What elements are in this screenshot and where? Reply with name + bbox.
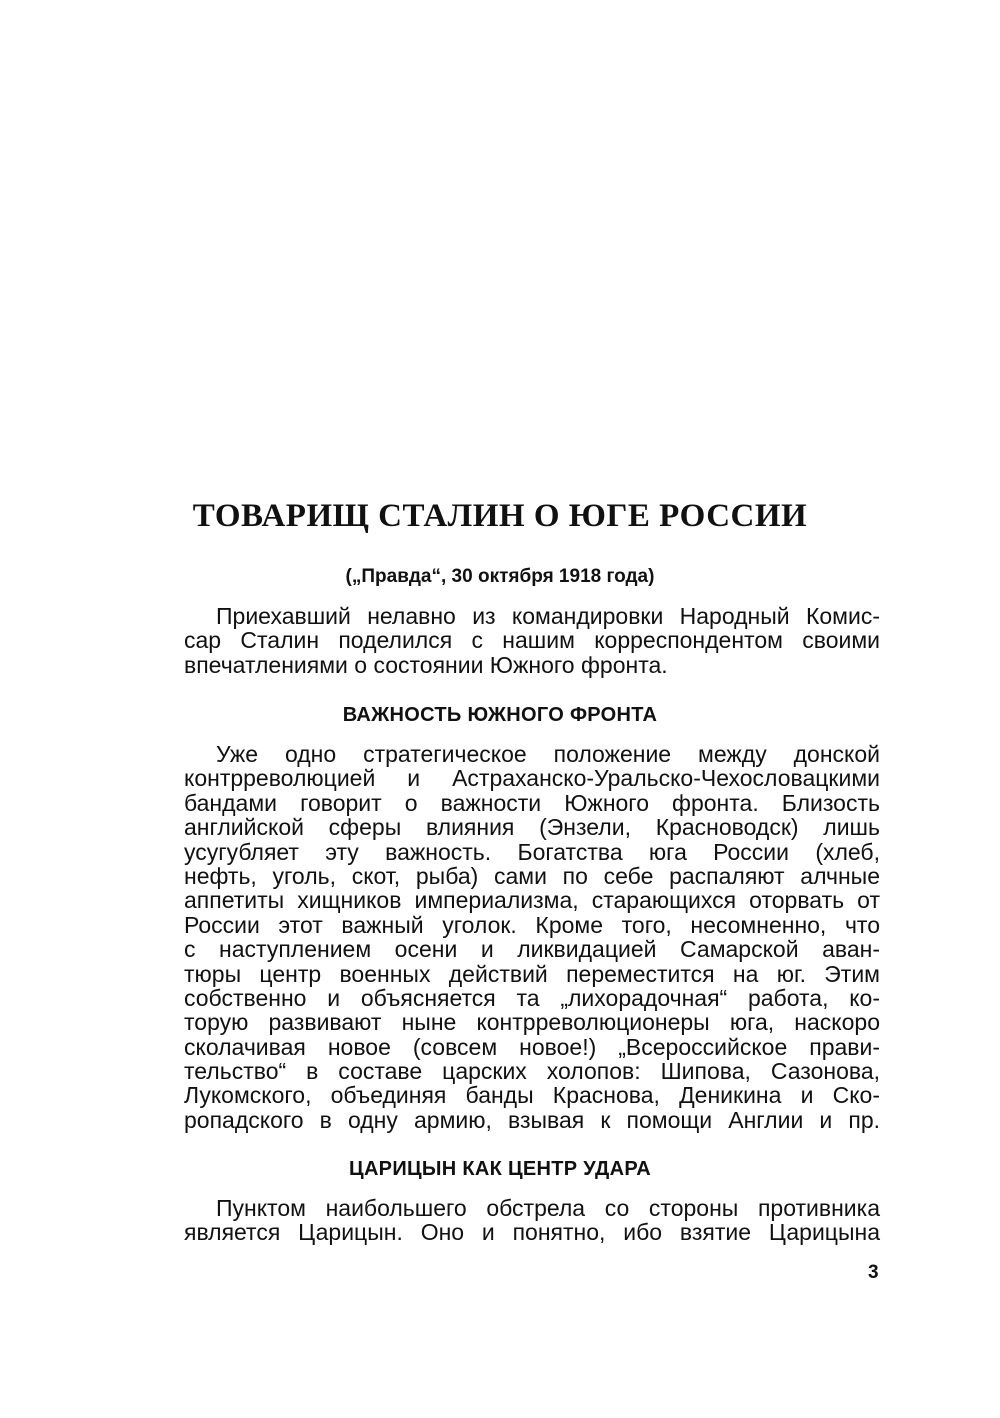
text-line: аппетиты хищников империализма, старающихся оторвать от [184, 887, 880, 914]
text-line: России этот важный уголок. Кроме того, несомненно, что [184, 911, 880, 938]
text-line: сколачивая новое (совсем новое!) „Всероссийское прави- [184, 1033, 880, 1060]
section-heading: ЦАРИЦЫН КАК ЦЕНТР УДАРА [349, 1158, 651, 1180]
text-line: с наступлением осени и ликвидацией Самарской аван- [184, 936, 880, 963]
page-number: 3 [868, 1262, 879, 1283]
text-line: нефть, уголь, скот, рыба) сами по себе распаляют алчные [184, 862, 880, 889]
text-line: бандами говорит о важности Южного фронта. Близость [184, 789, 880, 816]
article-title: ТОВАРИЩ СТАЛИН О ЮГЕ РОССИИ [192, 498, 808, 534]
text-line: тюры центр военных действий переместится на юг. Этим [184, 960, 880, 987]
section-paragraph [184, 742, 880, 1132]
text-line: усугубляет эту важность. Богатства юга России (хлеб, [184, 838, 880, 865]
text-line: тельство“ в составе царских холопов: Шипова, Сазонова, [184, 1058, 880, 1085]
text-line: Лукомского, объединяя банды Краснова, Деникина и Ско- [184, 1082, 880, 1109]
article-source: („Правда“, 30 октября 1918 года) [345, 566, 655, 587]
section-heading: ВАЖНОСТЬ ЮЖНОГО ФРОНТА [342, 704, 658, 726]
text-line: английской сферы влияния (Энзели, Красноводск) лишь [184, 814, 880, 841]
text-line: собственно и объясняется та „лихорадочная“ работа, ко- [184, 984, 880, 1011]
text-line: Приехавший нелавно из командировки Народный Комис- [216, 603, 880, 629]
section-paragraph [184, 1196, 880, 1245]
intro-paragraph [184, 604, 880, 677]
text-line: Уже одно стратегическое положение между донской [216, 741, 880, 767]
text-line: торую развивают ныне контрреволюционеры юга, наскоро [184, 1009, 880, 1036]
text-line: Пунктом наибольшего обстрела со стороны противника [216, 1195, 880, 1221]
text-line: является Царицын. Оно и понятно, ибо взятие Царицына [184, 1219, 880, 1246]
text-line: сар Сталин поделился с нашим корреспондентом своими [184, 627, 880, 654]
text-line: контрреволюцией и Астраханско-Уральско-Чехословацкими [184, 765, 880, 792]
text-line: ропадского в одну армию, взывая к помощи Англии и пр. [184, 1106, 880, 1133]
text-line: впечатлениями о состоянии Южного фронта. [184, 651, 668, 678]
